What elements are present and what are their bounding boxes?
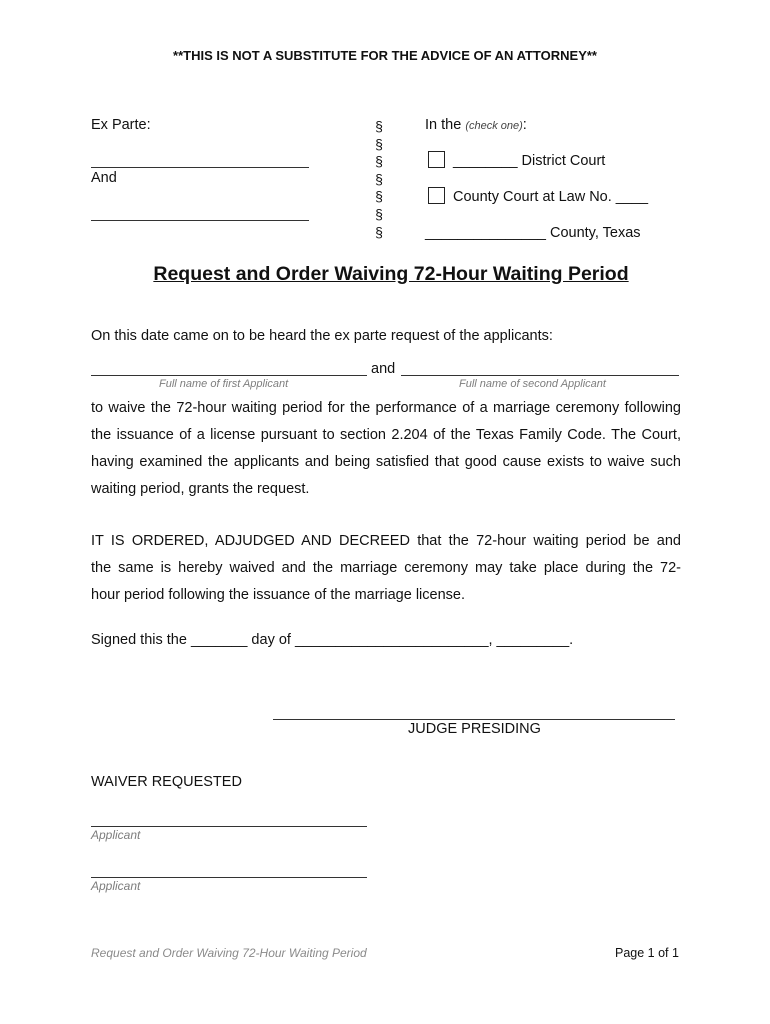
court-heading xyxy=(425,117,527,133)
paragraph-line: IT IS ORDERED, ADJUDGED AND DECREED that the 72-hour waiting period be and xyxy=(91,533,681,549)
applicant-one-caption: Full name of first Applicant xyxy=(159,378,289,390)
and-label: And xyxy=(91,170,117,186)
paragraph-order xyxy=(91,528,681,609)
section-symbol: § xyxy=(375,135,383,152)
judge-presiding-label: JUDGE PRESIDING xyxy=(408,721,541,737)
applicant-signature-label-2: Applicant xyxy=(91,879,141,893)
checkbox-icon xyxy=(428,187,445,204)
document-title: Request and Order Waiving 72-Hour Waiting Period xyxy=(153,263,629,285)
applicant-signature-line-2 xyxy=(91,877,367,878)
county-texas-label: _______________ County, Texas xyxy=(425,225,641,241)
and-word: and xyxy=(371,361,396,377)
paragraph-line: having examined the applicants and being satisfied that good cause exists to waive such xyxy=(91,454,681,470)
disclaimer-text: **THIS IS NOT A SUBSTITUTE FOR THE ADVICE OF AN ATTORNEY** xyxy=(173,48,597,63)
paragraph-line: to waive the 72-hour waiting period for the performance of a marriage ceremony following xyxy=(91,400,681,416)
footer-document-title: Request and Order Waiving 72-Hour Waiting Period xyxy=(91,946,367,960)
section-symbol: § xyxy=(375,205,383,222)
checkbox-icon xyxy=(428,151,445,168)
intro-text: On this date came on to be heard the ex parte request of the applicants: xyxy=(91,328,553,344)
paragraph-line: the issuance of a license pursuant to section 2.204 of the Texas Family Code. The Court, xyxy=(91,427,681,443)
applicant-two-caption: Full name of second Applicant xyxy=(459,378,606,390)
party-two-line xyxy=(91,220,309,221)
applicant-one-line xyxy=(91,375,367,376)
ex-parte-label: Ex Parte: xyxy=(91,117,151,133)
paragraph-line: waiting period, grants the request. xyxy=(91,481,310,497)
district-court-checkbox[interactable] xyxy=(428,151,445,173)
footer-page-number: Page 1 of 1 xyxy=(615,946,679,960)
applicant-signature-line-1 xyxy=(91,826,367,827)
waiver-requested-heading: WAIVER REQUESTED xyxy=(91,774,242,790)
section-symbol: § xyxy=(375,188,383,205)
colon: : xyxy=(522,117,527,133)
county-court-checkbox[interactable] xyxy=(428,187,445,209)
county-court-label: County Court at Law No. ____ xyxy=(453,189,649,205)
applicant-two-line xyxy=(401,375,679,376)
in-the-label: In the xyxy=(425,117,466,133)
section-symbol: § xyxy=(375,170,383,187)
section-symbol: § xyxy=(375,223,383,240)
applicant-signature-label-1: Applicant xyxy=(91,828,141,842)
party-one-line xyxy=(91,167,309,168)
section-symbol: § xyxy=(375,118,383,134)
paragraph-line: hour period following the issuance of the marriage license. xyxy=(91,587,465,603)
section-symbol: § xyxy=(375,153,383,170)
section-symbols xyxy=(372,118,386,241)
check-one-hint: (check one) xyxy=(465,120,523,132)
district-court-label: ________ District Court xyxy=(453,153,606,169)
paragraph-line: the same is hereby waived and the marriage ceremony may take place during the 72- xyxy=(91,560,681,576)
signed-date-line: Signed this the _______ day of ________________________, _________. xyxy=(91,632,574,648)
paragraph-waiver xyxy=(91,395,681,503)
judge-signature-line xyxy=(273,719,675,720)
